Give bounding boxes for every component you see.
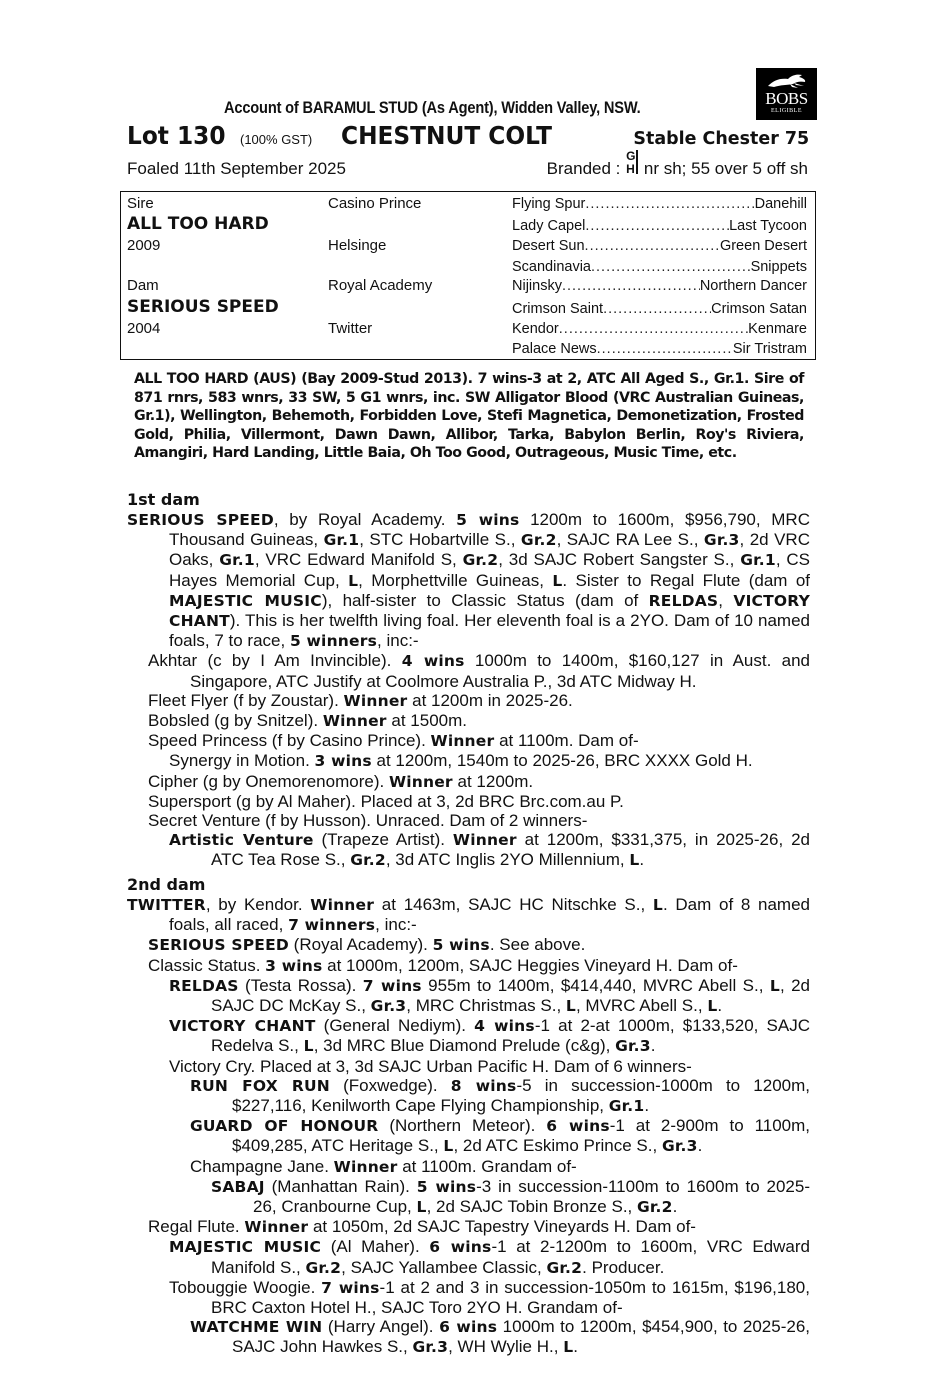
branded-label: Branded : [546,159,621,178]
great-grand-progeny-entry: WATCHME WIN (Harry Angel). 6 wins 1000m to 1200m, $454,900, to 2025-26, SAJC John Hawkes S., Gr.3, WH Wylie H., L. [190,1317,811,1357]
ggp-row: Crimson Saint ..... Crimson Satan [512,300,807,318]
grand-progeny-entry: Tobouggie Woogie. 7 wins-1 at 2 and 3 in succession-1050m to 1615m, $196,180, BRC Caxton Hotel H., SAJC Toro 2YO H. Grandam of- [169,1277,810,1318]
grand-progeny-entry: Victory Cry. Placed at 3, 3d SAJC Urban Pacific H. Dam of 6 winners- [169,1056,692,1076]
sire-label: Sire [127,195,154,212]
dams-dam: Twitter [328,320,373,337]
grand-progeny-entry: Artistic Venture (Trapeze Artist). Winner at 1200m, $331,375, in 2025-26, 2d ATC Tea Rose S., Gr.2, 3d ATC Inglis 2YO Millennium, L. [169,830,811,870]
progeny-entry: Secret Venture (f by Husson). Unraced. Dam of 2 winners- [148,811,588,831]
sire-year: 2009 [127,237,161,254]
second-dam-heading: 2nd dam [127,875,206,894]
ggp-row: Lady Capel ..... Last Tycoon [512,217,807,235]
ggp-row: Nijinsky ..... Northern Dancer [512,277,807,295]
ggp-row: Palace News ..... Sir Tristram [512,340,807,358]
dam-year: 2004 [127,320,161,337]
gst-note: (100% GST) [240,132,313,147]
progeny-entry: Supersport (g by Al Maher). Placed at 3, 2d BRC Brc.com.au P. [148,791,624,811]
progeny-entry: Classic Status. 3 wins at 1000m, 1200m, SAJC Heggies Vineyard H. Dam of- [148,955,738,975]
grand-progeny-entry: MAJESTIC MUSIC (Al Maher). 6 wins-1 at 2-1200m to 1600m, VRC Edward Manifold S., Gr.2, SAJC Yallambee Classic, Gr.2. Producer. [169,1237,810,1277]
progeny-entry: Fleet Flyer (f by Zoustar). Winner at 1200m in 2025-26. [148,690,573,710]
first-dam-entry: SERIOUS SPEED, by Royal Academy. 5 wins 1200m to 1600m, $956,790, MRC Thousand Guineas, Gr.1, STC Hobartville S., Gr.2, SAJC RA Lee S., Gr.3, 2d VRC Oaks, Gr.1, VRC Edward Manifold S, Gr.2, 3d SAJC Robert Sangster S., Gr.1, CS Hayes Memorial Cup, L, Morphettville Guineas, L. Sister to Regal Flute (dam of MAJESTIC MUSIC), half-sister to Classic Status (dam of RELDAS, VICTORY CHANT). This is her twelfth living foal. Her eleventh foal is a 2YO. Dam of 10 named foals, 7 to race, 5 winners, inc:- [127,510,811,651]
brand-info [546,149,808,179]
second-dam-section [127,895,810,1358]
logo-line2: ELIGIBLE [771,108,802,114]
progeny-entry: SERIOUS SPEED (Royal Academy). 5 wins. See above. [148,935,586,955]
lot-line [127,121,809,151]
second-dam-entry: TWITTER, by Kendor. Winner at 1463m, SAJC HC Nitschke S., L. Dam of 8 named foals, all raced, 7 winners, inc:- [127,895,811,935]
progeny-entry: Cipher (g by Onemorenomore). Winner at 1200m. [148,771,534,791]
foaled-date: Foaled 11th September 2025 [127,159,346,178]
vendor-account: Account of BARAMUL STUD (As Agent), Widden Valley, NSW. [224,98,641,117]
great-grand-progeny-entry: Champagne Jane. Winner at 1100m. Grandam of- [190,1156,577,1176]
progeny-entry: Bobsled (g by Snitzel). Winner at 1500m. [148,711,467,731]
progeny-entry: Regal Flute. Winner at 1050m, 2d SAJC Tapestry Vineyards H. Dam of- [148,1217,696,1237]
horse-head-icon [766,72,807,90]
first-dam-heading: 1st dam [127,490,200,509]
great-grand-progeny-entry: GUARD OF HONOUR (Northern Meteor). 6 wins-1 at 2-900m to 1100m, $409,285, ATC Heritage S., L, 2d ATC Eskimo Prince S., Gr.3. [190,1116,811,1156]
bobs-eligible-logo [756,68,817,120]
grand-progeny-entry: VICTORY CHANT (General Nediym). 4 wins-1 at 2-at 1000m, $133,520, SAJC Redelva S., L, 3d MRC Blue Diamond Prelude (c&g), Gr.3. [169,1016,810,1056]
grand-progeny-entry: RELDAS (Testa Rossa). 7 wins 955m to 1400m, $414,440, MVRC Abell S., L, 2d SAJC DC McKay S., Gr.3, MRC Christmas S., L, MVRC Abell S., L. [169,975,810,1016]
sires-dam: Helsinge [328,237,387,254]
pedigree-table [120,191,816,360]
dam-name: SERIOUS SPEED [127,297,279,317]
dams-sire: Royal Academy [328,277,433,294]
progeny-entry: Speed Princess (f by Casino Prince). Winner at 1100m. Dam of- [148,731,639,751]
ggp-row: Kendor ..... Kenmare [512,320,807,338]
sires-sire: Casino Prince [328,195,422,212]
lot-description: CHESTNUT COLT [341,121,552,150]
logo-line1: BOBS [765,89,808,108]
grand-progeny-entry: Synergy in Motion. 3 wins at 1200m, 1540m to 2025-26, BRC XXXX Gold H. [169,751,753,771]
first-dam-section [127,510,810,871]
descendant-entry: SABAJ (Manhattan Rain). 5 wins-3 in succession-1100m to 1600m to 2025-26, Cranbourne Cup, L, 2d SAJC Tobin Bronze S., Gr.2. [211,1176,810,1217]
lot-number: Lot 130 [127,121,226,150]
brand-mark-icon: G H [625,159,639,177]
brand-details: nr sh; 55 over 5 off sh [643,159,808,178]
sire-name: ALL TOO HARD [127,214,269,234]
progeny-entry: Akhtar (c by I Am Invincible). 4 wins 1000m to 1400m, $160,127 in Aust. and Singapore, ATC Justify at Coolmore Australia P., 3d ATC Midway H. [148,651,810,691]
stable-location: Stable Chester 75 [633,128,809,149]
ggp-row: Scandinavia ..... Snippets [512,258,807,276]
ggp-row: Desert Sun ..... Green Desert [512,237,807,255]
sire-summary: ALL TOO HARD (AUS) (Bay 2009-Stud 2013). 7 wins-3 at 2, ATC All Aged S., Gr.1. Sire of 871 rnrs, 583 wnrs, 33 SW, 5 G1 wnrs, inc. SW Alligator Blood (VRC Australian Guineas, Gr.1), Wellington, Behemoth, Forbidden Love, Stefi Magnetica, Demonetization, Frosted Gold, Philia, Villermont, Dawn Dawn, Allibor, Tarka, Babylon Berlin, Roy's Riviera, Amangiri, Hard Landing, Little Baia, Oh Too Good, Outrageous, Music Time, etc. [134,371,804,461]
ggp-row: Flying Spur ..... Danehill [512,195,807,213]
dam-label: Dam [127,277,159,294]
great-grand-progeny-entry: RUN FOX RUN (Foxwedge). 8 wins-5 in succession-1000m to 1200m, $227,116, Kenilworth Cape Flying Championship, Gr.1. [190,1075,810,1116]
